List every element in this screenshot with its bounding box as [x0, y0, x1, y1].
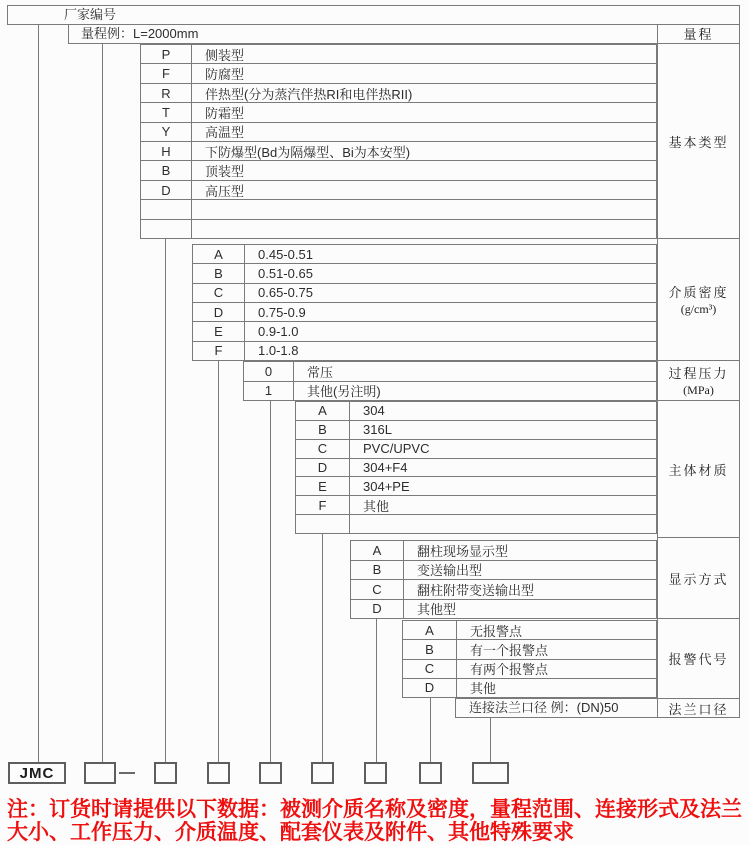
table-row	[141, 160, 656, 179]
code-cell: F	[141, 64, 192, 82]
code-cell: D	[296, 459, 350, 477]
table-row	[351, 579, 656, 599]
code-cell	[141, 200, 192, 218]
category-label: 基本类型	[668, 134, 729, 150]
connector-line	[490, 717, 491, 762]
table-row	[351, 541, 656, 560]
code-cell: C	[351, 580, 404, 599]
desc-cell: 0.51-0.65	[258, 265, 313, 281]
connector-line	[430, 698, 431, 762]
table-row	[141, 45, 656, 63]
table-row	[296, 458, 656, 477]
code-box	[364, 762, 387, 784]
code-cell: C	[296, 440, 350, 458]
table-row	[193, 341, 656, 360]
category-label-cell	[657, 699, 740, 718]
desc-cell: 其他	[470, 681, 497, 697]
desc-cell: 316L	[363, 422, 392, 438]
section-medium-density	[192, 244, 657, 361]
connector-line	[322, 533, 323, 762]
table-row	[403, 659, 656, 678]
code-cell: F	[296, 496, 350, 514]
desc-cell: 翻柱附带变送输出型	[417, 582, 535, 598]
manufacturer-label: 厂家编号	[64, 7, 117, 22]
order-note-line1: 注：订货时请提供以下数据：被测介质名称及密度，量程范围、连接形式及法兰	[7, 798, 742, 821]
table-row	[403, 678, 656, 697]
code-cell: E	[296, 477, 350, 495]
code-cell	[296, 515, 350, 533]
code-cell: B	[351, 561, 404, 580]
category-label-cell	[657, 401, 740, 538]
desc-cell: 304+PE	[363, 478, 410, 494]
code-cell: C	[193, 284, 245, 302]
desc-cell: PVC/UPVC	[363, 441, 430, 457]
code-box	[419, 762, 442, 784]
desc-cell: 304+F4	[363, 460, 408, 475]
code-cell: P	[141, 45, 192, 63]
table-row	[193, 245, 656, 263]
code-cell: F	[193, 342, 245, 360]
dash-separator	[119, 772, 135, 774]
code-cell: D	[141, 181, 192, 199]
section-basic-type	[140, 44, 657, 239]
table-row	[296, 476, 656, 495]
desc-cell: 防霜型	[205, 105, 245, 121]
connector-line	[165, 238, 166, 762]
code-box	[472, 762, 509, 784]
table-row	[141, 83, 656, 102]
desc-cell: 其他	[363, 498, 390, 514]
category-label-cell	[657, 619, 740, 699]
code-cell: Y	[141, 123, 192, 141]
code-cell: D	[403, 679, 457, 697]
connector-line	[102, 43, 103, 762]
code-cell: B	[193, 264, 245, 282]
code-cell: E	[193, 322, 245, 340]
category-label: 法兰口径	[668, 701, 729, 717]
category-label: 主体材质	[668, 462, 729, 478]
code-cell: R	[141, 84, 192, 102]
desc-cell: 1.0-1.8	[258, 343, 299, 359]
code-cell: B	[403, 640, 457, 658]
category-label: 量程	[683, 27, 714, 42]
manufacturer-row	[7, 5, 740, 25]
category-label-unit: (g/cm³)	[680, 302, 717, 316]
table-row	[296, 439, 656, 458]
table-row	[296, 514, 656, 533]
code-cell: A	[193, 245, 245, 263]
code-cell: T	[141, 103, 192, 121]
table-row	[244, 381, 656, 401]
table-row	[296, 402, 656, 420]
desc-cell: 有一个报警点	[470, 642, 549, 658]
desc-cell: 常压	[307, 364, 334, 380]
flange-desc: 连接法兰口径 例：(DN)50	[469, 700, 619, 715]
desc-cell: 防腐型	[205, 67, 245, 83]
desc-cell: 高压型	[205, 183, 245, 199]
table-row	[141, 122, 656, 141]
table-row	[193, 321, 656, 340]
code-box	[259, 762, 282, 784]
code-cell: 1	[244, 382, 294, 401]
code-cell: D	[351, 600, 404, 619]
code-cell: 0	[244, 362, 294, 381]
desc-cell: 下防爆型(Bd为隔爆型、Bi为本安型)	[205, 144, 411, 160]
table-row	[193, 283, 656, 302]
table-row	[351, 560, 656, 580]
table-row	[141, 180, 656, 199]
code-cell: A	[351, 541, 404, 560]
table-row	[141, 102, 656, 121]
desc-cell: 0.65-0.75	[258, 285, 313, 301]
desc-cell: 0.75-0.9	[258, 304, 306, 320]
table-row	[141, 219, 656, 238]
model-prefix-box: JMC	[8, 762, 66, 784]
code-cell: C	[403, 660, 457, 678]
category-label-unit: (MPa)	[683, 383, 714, 397]
code-box	[154, 762, 177, 784]
table-row	[403, 621, 656, 639]
desc-cell: 顶装型	[205, 164, 245, 180]
table-row	[141, 199, 656, 218]
section-process-pressure	[243, 361, 657, 401]
category-label-cell	[657, 538, 740, 619]
desc-cell: 伴热型(分为蒸汽伴热RI和电伴热RII)	[205, 86, 413, 102]
code-cell: A	[403, 621, 457, 639]
table-row	[296, 420, 656, 439]
code-cell	[141, 220, 192, 238]
connector-line	[218, 360, 219, 762]
desc-cell: 304	[363, 403, 385, 419]
category-label-cell	[657, 24, 740, 44]
category-label: 介质密度	[668, 285, 729, 300]
table-row	[141, 141, 656, 160]
code-cell: A	[296, 402, 350, 420]
code-cell: B	[141, 161, 192, 179]
desc-cell: 0.45-0.51	[258, 246, 313, 262]
desc-cell: 变送输出型	[417, 563, 483, 579]
table-row	[244, 362, 656, 381]
code-box	[311, 762, 334, 784]
connector-line	[270, 400, 271, 762]
desc-cell: 其他(另注明)	[307, 384, 381, 400]
section-alarm-code	[402, 620, 657, 698]
category-label: 过程压力	[668, 366, 729, 381]
code-box	[207, 762, 230, 784]
table-row	[141, 63, 656, 82]
category-label-cell	[657, 44, 740, 239]
table-row	[351, 599, 656, 619]
category-label-cell	[657, 239, 740, 361]
table-row	[403, 639, 656, 658]
order-note-line2: 大小、工作压力、介质温度、配套仪表及附件、其他特殊要求	[7, 821, 574, 844]
desc-cell: 有两个报警点	[470, 662, 549, 678]
section-display-mode	[350, 540, 657, 619]
flange-row	[455, 698, 658, 718]
connector-line	[376, 618, 377, 762]
category-label: 报警代号	[668, 652, 729, 667]
table-row	[296, 495, 656, 514]
desc-cell: 无报警点	[470, 623, 523, 639]
range-example-label: 量程例：L=2000mm	[81, 26, 199, 41]
category-label: 显示方式	[668, 571, 729, 587]
code-cell: H	[141, 142, 192, 160]
table-row	[193, 302, 656, 321]
code-box	[84, 762, 116, 784]
desc-cell: 其他型	[417, 602, 457, 618]
connector-line	[38, 25, 39, 762]
desc-cell: 侧装型	[205, 47, 245, 63]
category-label-cell	[657, 361, 740, 401]
desc-cell: 翻柱现场显示型	[417, 543, 509, 559]
code-cell: D	[193, 303, 245, 321]
code-cell: B	[296, 421, 350, 439]
desc-cell: 高温型	[205, 125, 245, 141]
section-body-material	[295, 401, 657, 534]
range-row	[68, 24, 658, 44]
table-row	[193, 263, 656, 282]
desc-cell: 0.9-1.0	[258, 323, 299, 339]
